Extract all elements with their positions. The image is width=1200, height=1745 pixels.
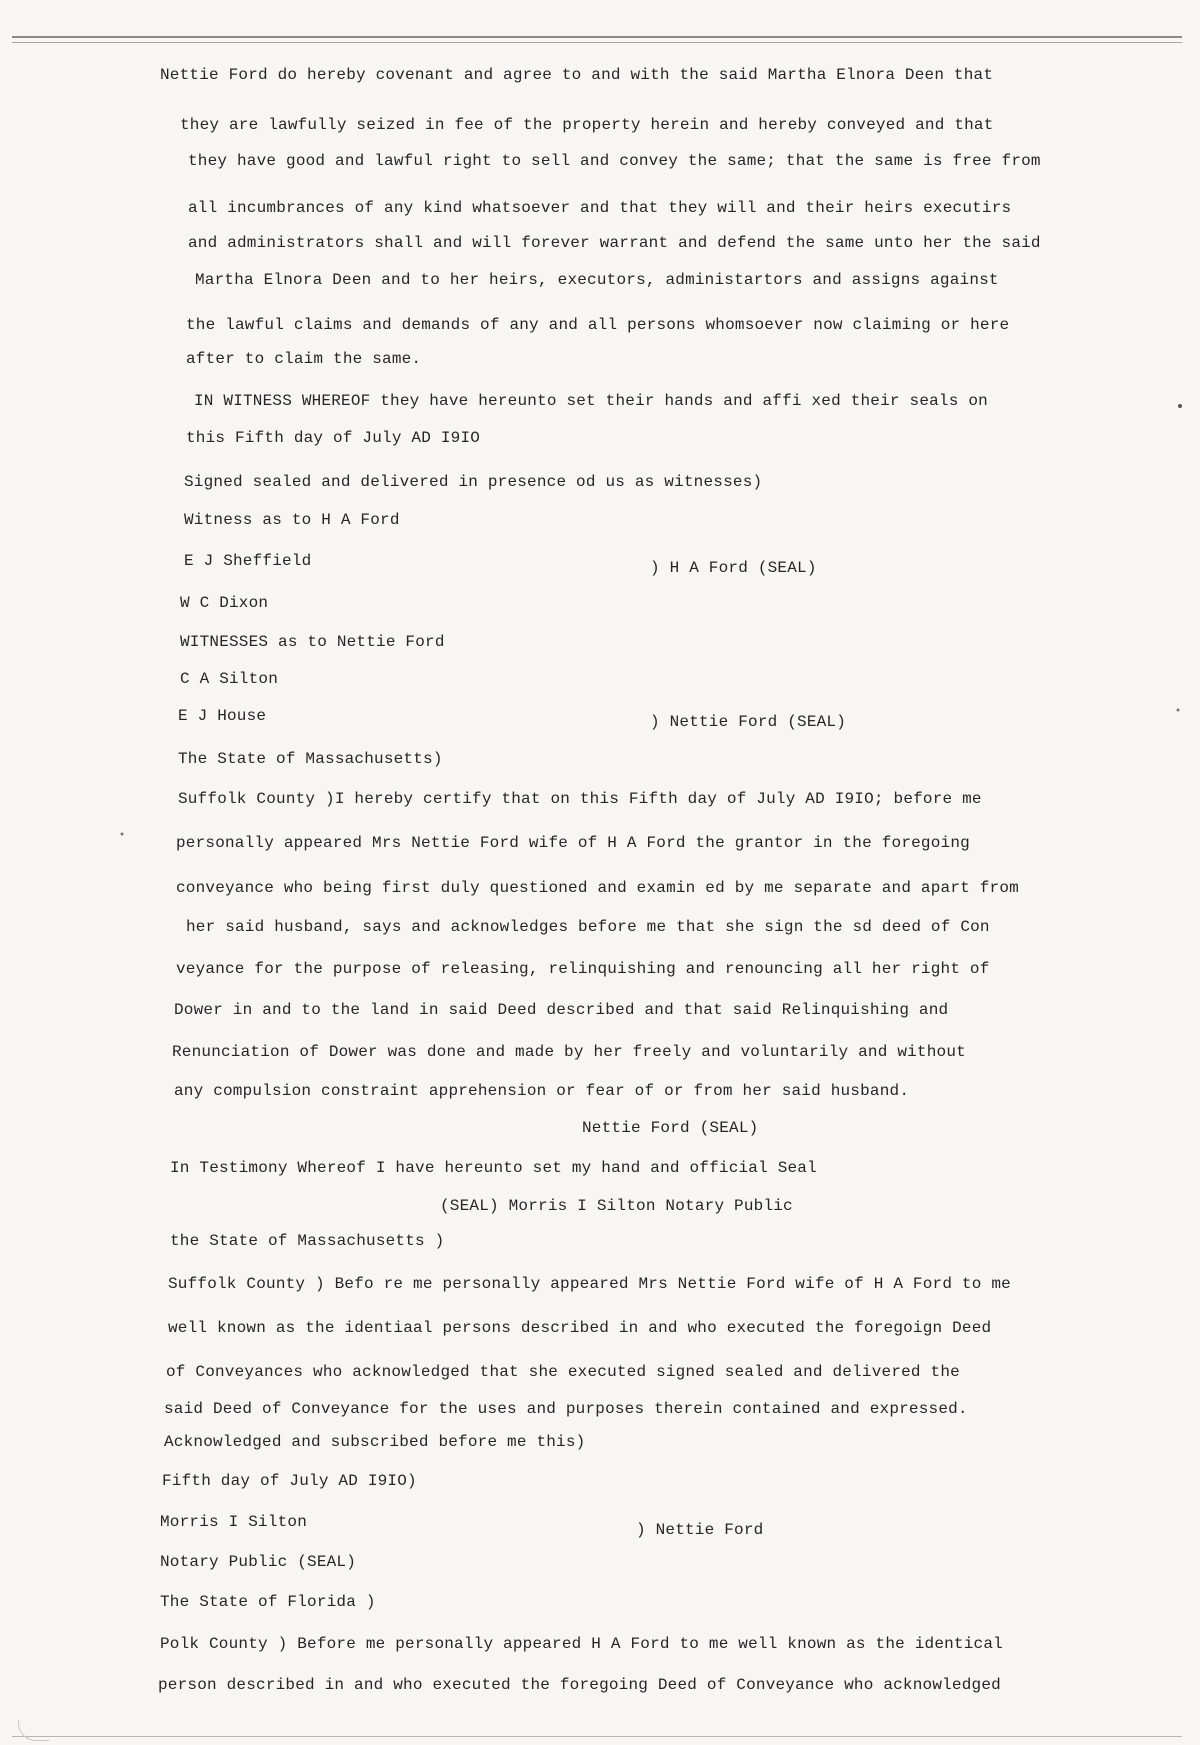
witness-name: E J House	[178, 707, 267, 725]
text-line: after to claim the same.	[186, 350, 422, 368]
witness-name: W C Dixon	[180, 594, 269, 612]
text-line: personally appeared Mrs Nettie Ford wife of H A Ford the grantor in the foregoing	[176, 834, 970, 852]
ink-speck-icon	[1168, 700, 1188, 720]
text-line: this Fifth day of July AD I9IO	[186, 429, 481, 447]
text-line: all incumbrances of any kind whatsoever and that they will and their heirs executirs	[188, 199, 1012, 217]
text-line: the lawful claims and demands of any and all persons whomsoever now claiming or here	[186, 316, 1010, 334]
top-rule	[12, 36, 1182, 38]
text-line: Martha Elnora Deen and to her heirs, executors, administartors and assigns against	[195, 271, 999, 289]
text-line: her said husband, says and acknowledges before me that she sign the sd deed of Con	[186, 918, 990, 936]
text-line: WITNESSES as to Nettie Ford	[180, 633, 445, 651]
page-curl-corner	[18, 1720, 49, 1741]
text-line: IN WITNESS WHEREOF they have hereunto set their hands and affi xed their seals on	[194, 392, 988, 410]
top-rule-inner	[12, 42, 1182, 43]
text-line: any compulsion constraint apprehension or fear of or from her said husband.	[174, 1082, 910, 1100]
text-line: The State of Florida )	[160, 1593, 376, 1611]
text-line: conveyance who being first duly questioned and examin ed by me separate and apart from	[176, 879, 1019, 897]
signature-line: ) Nettie Ford (SEAL)	[650, 713, 847, 731]
text-line: Suffolk County )I hereby certify that on this Fifth day of July AD I9IO; before me	[178, 790, 982, 808]
text-line: of Conveyances who acknowledged that she executed signed sealed and delivered the	[166, 1363, 960, 1381]
text-line: they have good and lawful right to sell and convey the same; that the same is free from	[188, 152, 1041, 170]
bottom-rule	[12, 1736, 1182, 1737]
text-line: Acknowledged and subscribed before me this)	[164, 1433, 586, 1451]
text-line: they are lawfully seized in fee of the property herein and hereby conveyed and that	[180, 116, 994, 134]
text-line: Suffolk County ) Befo re me personally appeared Mrs Nettie Ford wife of H A Ford to me	[168, 1275, 1011, 1293]
witness-name: E J Sheffield	[184, 552, 312, 570]
signature-line: ) H A Ford (SEAL)	[650, 559, 817, 577]
ink-speck-icon	[1170, 396, 1190, 416]
notary-name: Morris I Silton	[160, 1513, 308, 1531]
text-line: Renunciation of Dower was done and made by her freely and voluntarily and without	[172, 1043, 966, 1061]
text-line: well known as the identiaal persons described in and who executed the foregoign Deed	[168, 1319, 992, 1337]
text-line: and administrators shall and will forever warrant and defend the same unto her the said	[188, 234, 1041, 252]
witness-name: C A Silton	[180, 670, 279, 688]
text-line: Notary Public (SEAL)	[160, 1553, 357, 1571]
text-line: Nettie Ford do hereby covenant and agree to and with the said Martha Elnora Deen that	[160, 66, 994, 84]
text-line: the State of Massachusetts )	[170, 1232, 445, 1250]
signature-line: ) Nettie Ford	[636, 1521, 764, 1539]
text-line: Witness as to H A Ford	[184, 511, 400, 529]
text-line: veyance for the purpose of releasing, relinquishing and renouncing all her right of	[176, 960, 990, 978]
ink-speck-icon	[112, 824, 132, 844]
text-line: Fifth day of July AD I9IO)	[162, 1472, 417, 1490]
text-line: Polk County ) Before me personally appeared H A Ford to me well known as the identical	[160, 1635, 1003, 1653]
text-line: In Testimony Whereof I have hereunto set my hand and official Seal	[170, 1159, 817, 1177]
text-line: Dower in and to the land in said Deed described and that said Relinquishing and	[174, 1001, 949, 1019]
notary-signature: (SEAL) Morris I Silton Notary Public	[440, 1197, 793, 1215]
text-line: The State of Massachusetts)	[178, 750, 443, 768]
text-line: Signed sealed and delivered in presence od us as witnesses)	[184, 473, 763, 491]
text-line: person described in and who executed the foregoing Deed of Conveyance who acknowledged	[158, 1676, 1001, 1694]
signature-line: Nettie Ford (SEAL)	[582, 1119, 759, 1137]
text-line: said Deed of Conveyance for the uses and purposes therein contained and expressed.	[164, 1400, 968, 1418]
